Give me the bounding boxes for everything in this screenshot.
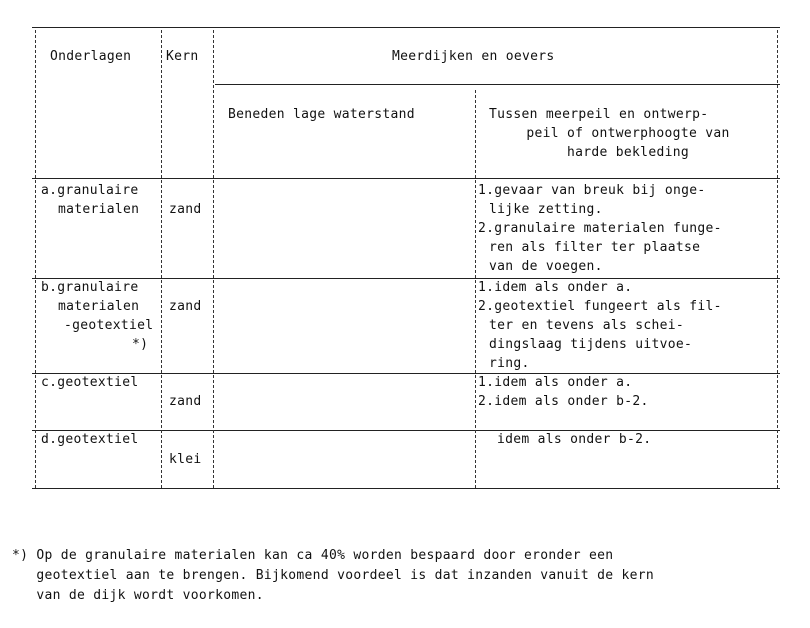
row-a-underlayer-line-1: a.granulaire	[41, 183, 139, 198]
row-d-between-line-1: idem als onder b-2.	[497, 432, 652, 447]
column-border-core-group	[213, 30, 214, 488]
column-border-underlayer-core	[161, 30, 162, 488]
footnote-line-3: van de dijk wordt voorkomen.	[12, 588, 264, 603]
header-below-low-water: Beneden lage waterstand	[228, 107, 415, 122]
row-c-between-line-2: 2.idem als onder b-2.	[478, 394, 649, 409]
row-b-between-line-2: 2.geotextiel fungeert als fil-	[478, 299, 722, 314]
row-d-core: klei	[169, 452, 202, 467]
footnote-line-2: geotextiel aan te brengen. Bijkomend voordeel is dat inzanden vanuit de kern	[12, 568, 655, 583]
row-a-core: zand	[169, 202, 202, 217]
row-b-between-line-1: 1.idem als onder a.	[478, 280, 633, 295]
row-c-underlayer: c.geotextiel	[41, 375, 139, 390]
row-b-between-line-4: dingslaag tijdens uitvoe-	[489, 337, 693, 352]
row-d-underlayer: d.geotextiel	[41, 432, 139, 447]
header-core: Kern	[166, 49, 199, 64]
table-top-border	[32, 27, 780, 28]
row-a-between-line-1: 1.gevaar van breuk bij onge-	[478, 183, 706, 198]
column-border-left	[35, 30, 36, 488]
row-b-underlayer-line-4: *)	[132, 337, 149, 352]
row-a-between-line-2: lijke zetting.	[489, 202, 603, 217]
header-divider	[215, 84, 780, 85]
row-b-between-line-3: ter en tevens als schei-	[489, 318, 685, 333]
row-a-between-line-3: 2.granulaire materialen funge-	[478, 221, 722, 236]
header-between-levels-line-1: Tussen meerpeil en ontwerp-	[489, 107, 709, 122]
header-between-levels-line-2: peil of ontwerphoogte van	[526, 126, 730, 141]
row-divider-c	[32, 430, 780, 431]
row-a-between-line-5: van de voegen.	[489, 259, 603, 274]
table-bottom-border	[32, 488, 780, 489]
header-between-levels-line-3: harde bekleding	[567, 145, 689, 160]
row-b-underlayer-line-3: -geotextiel	[64, 318, 154, 333]
row-a-between-line-4: ren als filter ter plaatse	[489, 240, 701, 255]
column-border-right	[777, 30, 778, 488]
row-c-between-line-1: 1.idem als onder a.	[478, 375, 633, 390]
row-b-between-line-5: ring.	[489, 356, 530, 371]
row-a-underlayer-line-2: materialen	[58, 202, 140, 217]
row-b-underlayer-line-1: b.granulaire	[41, 280, 139, 295]
row-divider-b	[32, 373, 780, 374]
column-border-subheaders	[475, 90, 476, 488]
row-c-core: zand	[169, 394, 202, 409]
row-b-underlayer-line-2: materialen	[58, 299, 140, 314]
footnote-line-1: *) Op de granulaire materialen kan ca 40% worden bespaard door eronder een	[12, 548, 614, 563]
row-b-core: zand	[169, 299, 202, 314]
header-bottom-border	[32, 178, 780, 179]
header-underlayers: Onderlagen	[50, 49, 132, 64]
header-group: Meerdijken en oevers	[392, 49, 555, 64]
row-divider-a	[32, 278, 780, 279]
